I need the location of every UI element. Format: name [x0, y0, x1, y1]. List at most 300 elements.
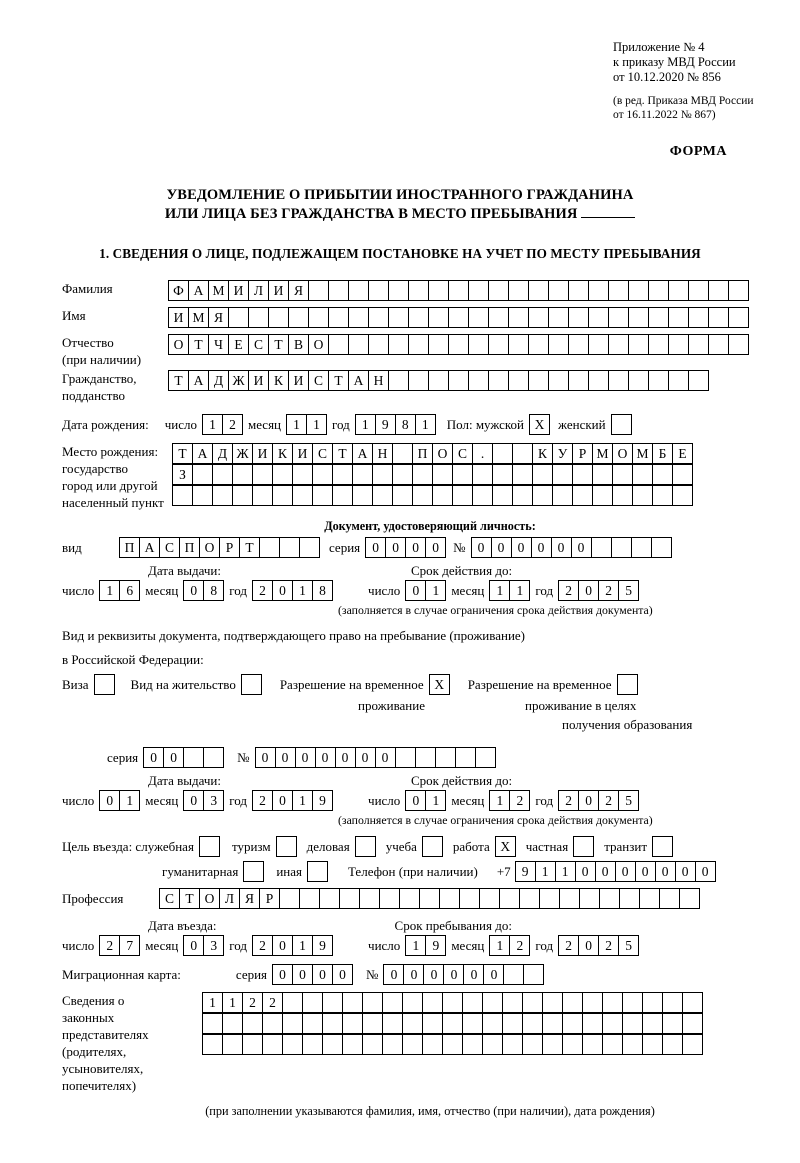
legal-reps-line-3[interactable]	[202, 1034, 702, 1055]
char-box[interactable]: 0	[578, 580, 599, 601]
char-box[interactable]	[432, 464, 453, 485]
char-box[interactable]	[428, 280, 449, 301]
checkbox-purpose-work[interactable]: Х	[495, 836, 516, 857]
char-box[interactable]	[362, 1013, 383, 1034]
char-box[interactable]	[642, 992, 663, 1013]
char-box[interactable]	[203, 747, 224, 768]
char-box[interactable]: 0	[163, 747, 184, 768]
char-box[interactable]: 0	[335, 747, 356, 768]
char-box[interactable]	[648, 307, 669, 328]
char-box[interactable]	[672, 485, 693, 506]
char-box[interactable]: 5	[618, 580, 639, 601]
char-box[interactable]: И	[252, 443, 273, 464]
char-box[interactable]: С	[248, 334, 269, 355]
legal-reps-line-2[interactable]	[202, 1013, 702, 1034]
entry-day-boxes[interactable]	[99, 935, 139, 956]
char-box[interactable]: .	[472, 443, 493, 464]
char-box[interactable]	[392, 443, 413, 464]
char-box[interactable]	[362, 992, 383, 1013]
char-box[interactable]: 0	[385, 537, 406, 558]
char-box[interactable]: 0	[578, 790, 599, 811]
char-box[interactable]	[439, 888, 460, 909]
doc-issue-month-boxes[interactable]	[183, 580, 223, 601]
char-box[interactable]: 5	[618, 790, 639, 811]
char-box[interactable]	[408, 334, 429, 355]
char-box[interactable]: 0	[383, 964, 404, 985]
char-box[interactable]: Р	[572, 443, 593, 464]
char-box[interactable]: 0	[405, 580, 426, 601]
doc-valid-month-boxes[interactable]	[489, 580, 529, 601]
char-box[interactable]: А	[139, 537, 160, 558]
char-box[interactable]	[659, 888, 680, 909]
char-box[interactable]: 0	[403, 964, 424, 985]
char-box[interactable]	[728, 334, 749, 355]
doc-valid-year-boxes[interactable]	[558, 580, 638, 601]
char-box[interactable]	[682, 1034, 703, 1055]
char-box[interactable]	[519, 888, 540, 909]
char-box[interactable]: 0	[675, 861, 696, 882]
char-box[interactable]	[342, 1013, 363, 1034]
char-box[interactable]	[608, 334, 629, 355]
char-box[interactable]	[662, 1013, 683, 1034]
char-box[interactable]: 8	[312, 580, 333, 601]
char-box[interactable]: 6	[119, 580, 140, 601]
char-box[interactable]: 1	[292, 580, 313, 601]
char-box[interactable]: 0	[365, 537, 386, 558]
char-box[interactable]: 0	[272, 964, 293, 985]
stay-day-boxes[interactable]	[405, 935, 445, 956]
char-box[interactable]	[462, 992, 483, 1013]
char-box[interactable]	[212, 464, 233, 485]
char-box[interactable]	[312, 464, 333, 485]
char-box[interactable]	[328, 307, 349, 328]
char-box[interactable]	[252, 485, 273, 506]
char-box[interactable]	[688, 370, 709, 391]
char-box[interactable]	[388, 280, 409, 301]
char-box[interactable]: Я	[288, 280, 309, 301]
char-box[interactable]	[588, 370, 609, 391]
char-box[interactable]: 0	[272, 580, 293, 601]
char-box[interactable]: 0	[183, 935, 204, 956]
char-box[interactable]	[322, 1013, 343, 1034]
char-box[interactable]: Ч	[208, 334, 229, 355]
char-box[interactable]: 1	[355, 414, 376, 435]
birthplace-line-3[interactable]	[172, 485, 692, 506]
char-box[interactable]	[688, 280, 709, 301]
char-box[interactable]	[222, 1013, 243, 1034]
char-box[interactable]: Р	[259, 888, 280, 909]
char-box[interactable]	[728, 280, 749, 301]
birthplace-line-1[interactable]	[172, 443, 692, 464]
checkbox-purpose-other[interactable]	[307, 861, 328, 882]
name-boxes[interactable]	[168, 307, 748, 328]
char-box[interactable]: 1	[202, 414, 223, 435]
char-box[interactable]: У	[552, 443, 573, 464]
surname-boxes[interactable]	[168, 280, 748, 301]
char-box[interactable]: М	[208, 280, 229, 301]
char-box[interactable]: О	[308, 334, 329, 355]
char-box[interactable]: О	[199, 537, 220, 558]
char-box[interactable]: 1	[509, 580, 530, 601]
char-box[interactable]	[368, 280, 389, 301]
char-box[interactable]	[568, 280, 589, 301]
char-box[interactable]: Я	[239, 888, 260, 909]
char-box[interactable]: Ж	[232, 443, 253, 464]
char-box[interactable]: П	[119, 537, 140, 558]
char-box[interactable]	[308, 280, 329, 301]
char-box[interactable]: 0	[615, 861, 636, 882]
char-box[interactable]	[368, 334, 389, 355]
char-box[interactable]: 9	[515, 861, 536, 882]
char-box[interactable]: 0	[312, 964, 333, 985]
permit-series-boxes[interactable]	[143, 747, 223, 768]
birth-month-boxes[interactable]	[286, 414, 326, 435]
char-box[interactable]: 1	[405, 935, 426, 956]
char-box[interactable]	[728, 307, 749, 328]
char-box[interactable]	[212, 485, 233, 506]
char-box[interactable]	[542, 1013, 563, 1034]
char-box[interactable]	[499, 888, 520, 909]
char-box[interactable]: 1	[306, 414, 327, 435]
char-box[interactable]	[432, 485, 453, 506]
char-box[interactable]	[508, 280, 529, 301]
char-box[interactable]	[528, 370, 549, 391]
char-box[interactable]: 0	[255, 747, 276, 768]
char-box[interactable]	[422, 1034, 443, 1055]
char-box[interactable]	[448, 280, 469, 301]
char-box[interactable]	[652, 485, 673, 506]
char-box[interactable]	[582, 992, 603, 1013]
char-box[interactable]	[528, 307, 549, 328]
char-box[interactable]	[262, 1013, 283, 1034]
char-box[interactable]: Е	[672, 443, 693, 464]
char-box[interactable]	[679, 888, 700, 909]
char-box[interactable]: 0	[272, 935, 293, 956]
checkbox-residence-permit[interactable]	[241, 674, 262, 695]
char-box[interactable]	[362, 1034, 383, 1055]
char-box[interactable]: П	[179, 537, 200, 558]
birth-year-boxes[interactable]	[355, 414, 435, 435]
char-box[interactable]	[512, 443, 533, 464]
char-box[interactable]	[502, 1034, 523, 1055]
char-box[interactable]	[322, 992, 343, 1013]
char-box[interactable]: О	[168, 334, 189, 355]
char-box[interactable]	[442, 1013, 463, 1034]
char-box[interactable]	[279, 888, 300, 909]
char-box[interactable]: К	[532, 443, 553, 464]
char-box[interactable]	[482, 1034, 503, 1055]
char-box[interactable]: 0	[483, 964, 504, 985]
char-box[interactable]: 0	[655, 861, 676, 882]
char-box[interactable]	[422, 992, 443, 1013]
char-box[interactable]: 5	[618, 935, 639, 956]
char-box[interactable]	[688, 334, 709, 355]
char-box[interactable]	[412, 464, 433, 485]
char-box[interactable]: Я	[208, 307, 229, 328]
char-box[interactable]	[442, 1034, 463, 1055]
char-box[interactable]: О	[432, 443, 453, 464]
checkbox-male[interactable]: Х	[529, 414, 550, 435]
permit-valid-month-boxes[interactable]	[489, 790, 529, 811]
char-box[interactable]	[622, 992, 643, 1013]
legal-reps-line-1[interactable]	[202, 992, 702, 1013]
char-box[interactable]: 0	[551, 537, 572, 558]
char-box[interactable]: Ф	[168, 280, 189, 301]
char-box[interactable]: 0	[635, 861, 656, 882]
char-box[interactable]	[402, 1013, 423, 1034]
char-box[interactable]	[232, 485, 253, 506]
char-box[interactable]	[508, 334, 529, 355]
char-box[interactable]	[602, 1034, 623, 1055]
char-box[interactable]	[428, 334, 449, 355]
char-box[interactable]	[548, 370, 569, 391]
char-box[interactable]	[622, 1034, 643, 1055]
char-box[interactable]	[582, 1013, 603, 1034]
char-box[interactable]: 0	[531, 537, 552, 558]
checkbox-edu-residence[interactable]	[617, 674, 638, 695]
char-box[interactable]	[388, 370, 409, 391]
char-box[interactable]	[359, 888, 380, 909]
birthplace-line-2[interactable]	[172, 464, 692, 485]
char-box[interactable]	[708, 280, 729, 301]
char-box[interactable]: 8	[395, 414, 416, 435]
char-box[interactable]	[631, 537, 652, 558]
char-box[interactable]	[608, 370, 629, 391]
char-box[interactable]: Т	[328, 370, 349, 391]
char-box[interactable]: 3	[203, 935, 224, 956]
char-box[interactable]	[392, 464, 413, 485]
char-box[interactable]: 9	[312, 935, 333, 956]
char-box[interactable]: О	[612, 443, 633, 464]
char-box[interactable]: 2	[598, 580, 619, 601]
char-box[interactable]	[582, 1034, 603, 1055]
char-box[interactable]: 1	[489, 935, 510, 956]
char-box[interactable]	[342, 1034, 363, 1055]
char-box[interactable]	[588, 334, 609, 355]
char-box[interactable]	[608, 307, 629, 328]
char-box[interactable]	[342, 992, 363, 1013]
char-box[interactable]: Т	[332, 443, 353, 464]
char-box[interactable]	[512, 485, 533, 506]
char-box[interactable]	[488, 307, 509, 328]
char-box[interactable]	[428, 370, 449, 391]
phone-boxes[interactable]	[515, 861, 715, 882]
char-box[interactable]	[452, 464, 473, 485]
char-box[interactable]	[382, 1013, 403, 1034]
char-box[interactable]	[252, 464, 273, 485]
char-box[interactable]	[332, 485, 353, 506]
char-box[interactable]	[332, 464, 353, 485]
char-box[interactable]	[562, 992, 583, 1013]
char-box[interactable]	[372, 464, 393, 485]
char-box[interactable]: 1	[286, 414, 307, 435]
char-box[interactable]	[528, 280, 549, 301]
char-box[interactable]	[522, 992, 543, 1013]
char-box[interactable]: М	[592, 443, 613, 464]
char-box[interactable]: 1	[99, 580, 120, 601]
char-box[interactable]	[408, 370, 429, 391]
stay-year-boxes[interactable]	[558, 935, 638, 956]
char-box[interactable]	[272, 485, 293, 506]
char-box[interactable]: 7	[119, 935, 140, 956]
char-box[interactable]	[292, 464, 313, 485]
char-box[interactable]	[648, 280, 669, 301]
checkbox-female[interactable]	[611, 414, 632, 435]
char-box[interactable]	[568, 334, 589, 355]
char-box[interactable]: М	[188, 307, 209, 328]
char-box[interactable]	[408, 280, 429, 301]
checkbox-temp-residence[interactable]: Х	[429, 674, 450, 695]
char-box[interactable]: 1	[489, 790, 510, 811]
char-box[interactable]: 1	[292, 935, 313, 956]
char-box[interactable]	[548, 307, 569, 328]
char-box[interactable]: А	[188, 280, 209, 301]
char-box[interactable]	[648, 334, 669, 355]
doc-issue-year-boxes[interactable]	[252, 580, 332, 601]
char-box[interactable]	[468, 334, 489, 355]
char-box[interactable]	[352, 464, 373, 485]
checkbox-visa[interactable]	[94, 674, 115, 695]
char-box[interactable]: 2	[598, 935, 619, 956]
checkbox-purpose-service[interactable]	[199, 836, 220, 857]
char-box[interactable]: С	[452, 443, 473, 464]
char-box[interactable]	[472, 485, 493, 506]
char-box[interactable]	[348, 307, 369, 328]
char-box[interactable]	[548, 280, 569, 301]
char-box[interactable]	[399, 888, 420, 909]
profession-boxes[interactable]	[159, 888, 699, 909]
char-box[interactable]: 0	[695, 861, 716, 882]
char-box[interactable]	[708, 334, 729, 355]
char-box[interactable]	[279, 537, 300, 558]
char-box[interactable]: 1	[535, 861, 556, 882]
char-box[interactable]: 0	[595, 861, 616, 882]
char-box[interactable]	[632, 464, 653, 485]
char-box[interactable]	[395, 747, 416, 768]
char-box[interactable]: С	[159, 537, 180, 558]
char-box[interactable]	[488, 370, 509, 391]
char-box[interactable]	[611, 537, 632, 558]
char-box[interactable]	[648, 370, 669, 391]
char-box[interactable]: К	[268, 370, 289, 391]
char-box[interactable]	[708, 307, 729, 328]
char-box[interactable]	[602, 992, 623, 1013]
char-box[interactable]: К	[272, 443, 293, 464]
char-box[interactable]: 8	[203, 580, 224, 601]
char-box[interactable]	[522, 1013, 543, 1034]
char-box[interactable]	[228, 307, 249, 328]
char-box[interactable]	[282, 992, 303, 1013]
char-box[interactable]: И	[168, 307, 189, 328]
char-box[interactable]	[242, 1034, 263, 1055]
char-box[interactable]	[588, 307, 609, 328]
char-box[interactable]	[468, 307, 489, 328]
char-box[interactable]	[472, 464, 493, 485]
char-box[interactable]	[612, 464, 633, 485]
char-box[interactable]: 2	[558, 790, 579, 811]
mig-number-boxes[interactable]	[383, 964, 543, 985]
checkbox-purpose-tourism[interactable]	[276, 836, 297, 857]
char-box[interactable]	[459, 888, 480, 909]
char-box[interactable]	[192, 464, 213, 485]
char-box[interactable]	[402, 1034, 423, 1055]
char-box[interactable]: А	[352, 443, 373, 464]
char-box[interactable]: Н	[368, 370, 389, 391]
char-box[interactable]: 9	[375, 414, 396, 435]
char-box[interactable]: 2	[252, 935, 273, 956]
char-box[interactable]	[512, 464, 533, 485]
char-box[interactable]: 1	[119, 790, 140, 811]
char-box[interactable]: А	[348, 370, 369, 391]
char-box[interactable]	[422, 1013, 443, 1034]
doc-series-boxes[interactable]	[365, 537, 445, 558]
char-box[interactable]: 2	[99, 935, 120, 956]
char-box[interactable]: С	[308, 370, 329, 391]
char-box[interactable]	[668, 370, 689, 391]
char-box[interactable]: 2	[222, 414, 243, 435]
permit-issue-month-boxes[interactable]	[183, 790, 223, 811]
char-box[interactable]	[302, 1034, 323, 1055]
char-box[interactable]	[502, 1013, 523, 1034]
char-box[interactable]	[382, 992, 403, 1013]
patronymic-boxes[interactable]	[168, 334, 748, 355]
char-box[interactable]	[592, 464, 613, 485]
char-box[interactable]	[503, 964, 524, 985]
permit-number-boxes[interactable]	[255, 747, 495, 768]
birth-day-boxes[interactable]	[202, 414, 242, 435]
char-box[interactable]	[522, 1034, 543, 1055]
char-box[interactable]	[542, 1034, 563, 1055]
char-box[interactable]	[559, 888, 580, 909]
char-box[interactable]	[482, 992, 503, 1013]
char-box[interactable]	[282, 1034, 303, 1055]
permit-issue-year-boxes[interactable]	[252, 790, 332, 811]
char-box[interactable]	[328, 334, 349, 355]
char-box[interactable]	[588, 280, 609, 301]
char-box[interactable]	[682, 1013, 703, 1034]
char-box[interactable]	[479, 888, 500, 909]
char-box[interactable]	[475, 747, 496, 768]
doc-valid-day-boxes[interactable]	[405, 580, 445, 601]
char-box[interactable]	[382, 1034, 403, 1055]
char-box[interactable]	[339, 888, 360, 909]
checkbox-purpose-business[interactable]	[355, 836, 376, 857]
entry-month-boxes[interactable]	[183, 935, 223, 956]
char-box[interactable]	[462, 1013, 483, 1034]
char-box[interactable]: 0	[292, 964, 313, 985]
char-box[interactable]: 0	[423, 964, 444, 985]
char-box[interactable]	[592, 485, 613, 506]
char-box[interactable]	[482, 1013, 503, 1034]
char-box[interactable]	[408, 307, 429, 328]
char-box[interactable]	[662, 992, 683, 1013]
char-box[interactable]: 2	[509, 790, 530, 811]
char-box[interactable]	[202, 1013, 223, 1034]
char-box[interactable]	[372, 485, 393, 506]
char-box[interactable]: С	[312, 443, 333, 464]
char-box[interactable]: Т	[239, 537, 260, 558]
char-box[interactable]: 0	[275, 747, 296, 768]
char-box[interactable]: Р	[219, 537, 240, 558]
char-box[interactable]	[532, 464, 553, 485]
char-box[interactable]	[622, 1013, 643, 1034]
checkbox-purpose-humanitarian[interactable]	[243, 861, 264, 882]
char-box[interactable]: Т	[179, 888, 200, 909]
char-box[interactable]: 1	[222, 992, 243, 1013]
char-box[interactable]: 2	[598, 790, 619, 811]
char-box[interactable]	[452, 485, 473, 506]
char-box[interactable]: 1	[489, 580, 510, 601]
